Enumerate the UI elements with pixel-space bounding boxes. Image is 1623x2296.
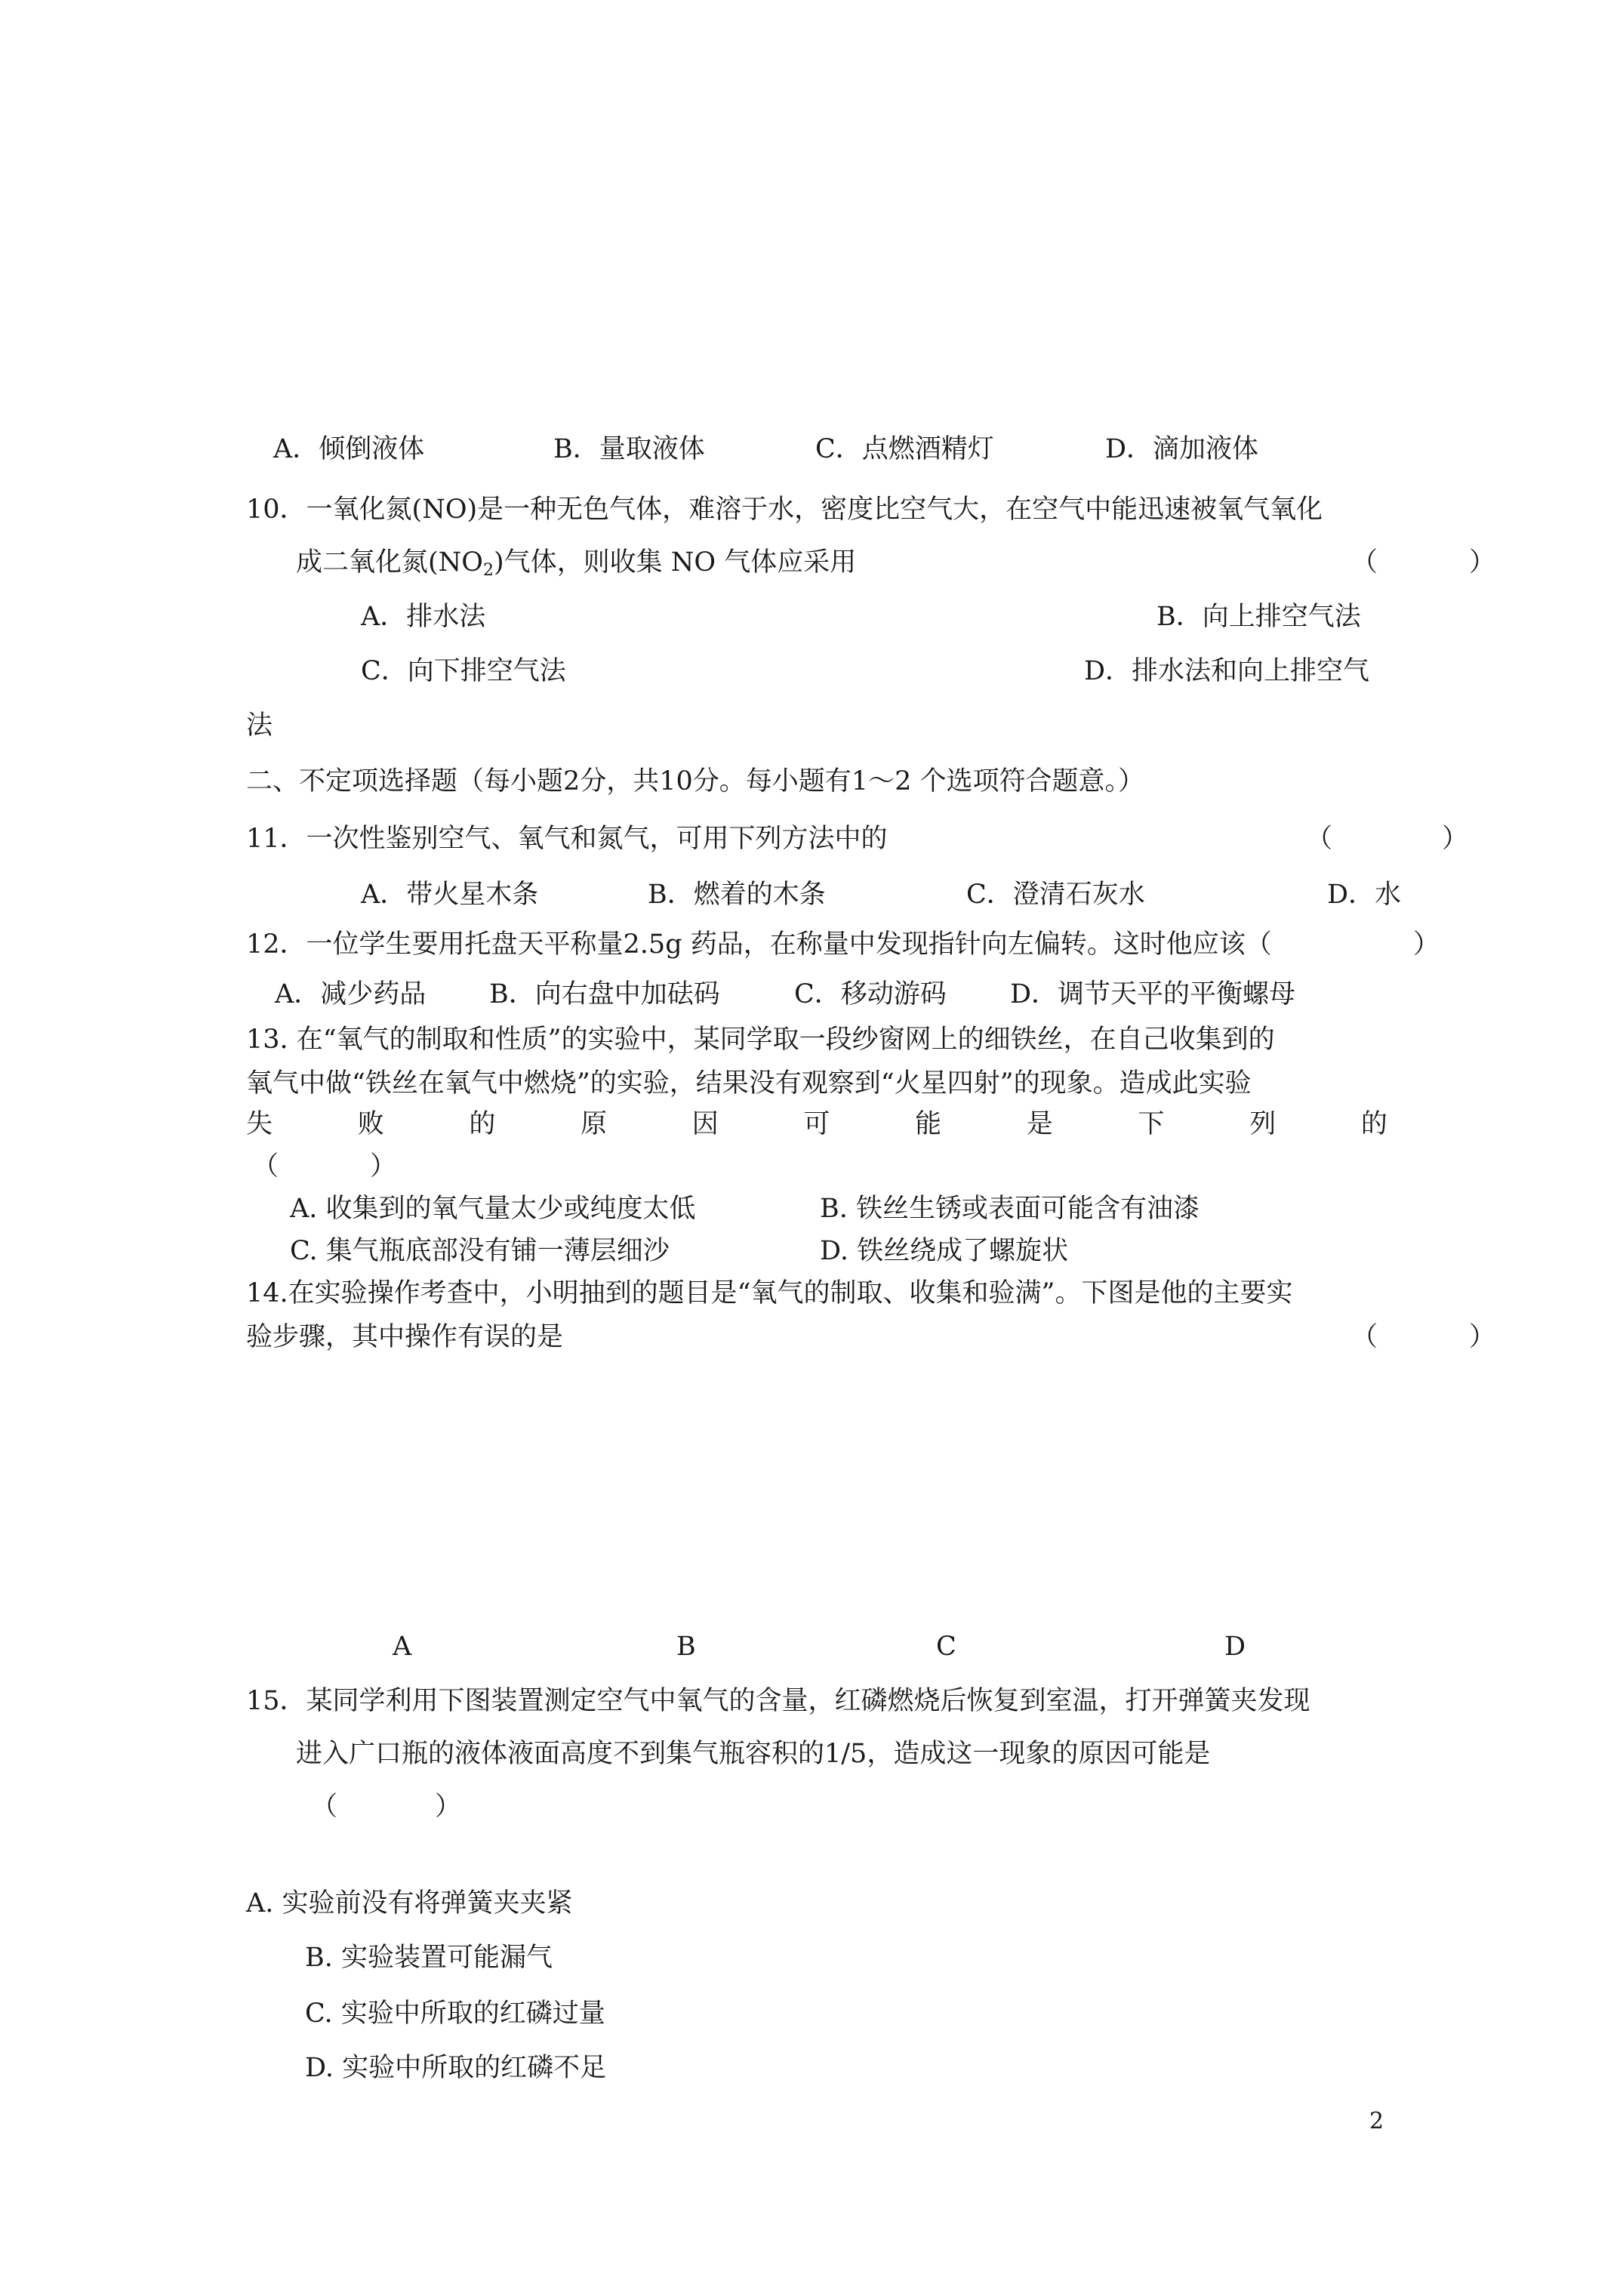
q10-option-d: D．排水法和向上排空气: [1084, 656, 1370, 686]
q10-option-c: C．向下排空气法: [361, 656, 566, 686]
q12-option-a: A．减少药品: [275, 979, 427, 1009]
q9-option-d: D．滴加液体: [1105, 434, 1259, 464]
q11-option-b: B．燃着的木条: [648, 880, 826, 910]
q10-stem-line2: 成二氧化氮$(NO_2)$气体，则收集 NO 气体应采用: [296, 547, 857, 580]
q13-option-a: A. 收集到的氧气量太少或纯度太低: [290, 1194, 696, 1224]
q14-figure-label-a: A: [393, 1632, 412, 1662]
q13-answer-paren-close: ）: [370, 1151, 397, 1182]
q13-option-d: D. 铁丝绕成了螺旋状: [820, 1236, 1069, 1266]
q14-answer-paren-close: ）: [1469, 1322, 1496, 1352]
q13-line3-char: 列: [1249, 1109, 1277, 1139]
q14-stem-line1: 14.在实验操作考查中，小明抽到的题目是“氧气的制取、收集和验满”。下图是他的主要实: [246, 1278, 1293, 1308]
q11-answer-paren-close: ）: [1442, 824, 1469, 854]
q13-line3-char: 的: [469, 1109, 496, 1139]
q13-option-b: B. 铁丝生锈或表面可能含有油漆: [820, 1194, 1200, 1224]
q13-line3-char: 可: [803, 1109, 830, 1139]
section-heading: 二、不定项选择题（每小题2分，共10分。每小题有1～2 个选项符合题意。）: [246, 766, 1144, 797]
q10-answer-paren-open: （: [1351, 547, 1378, 578]
q15-option-c: C. 实验中所取的红磷过量: [305, 1999, 605, 2029]
q15-stem-line2: 进入广口瓶的液体液面高度不到集气瓶容积的1/5，造成这一现象的原因可能是: [296, 1739, 1211, 1769]
q14-answer-paren-open: （: [1351, 1322, 1378, 1352]
q13-line3-char: 的: [1360, 1109, 1387, 1139]
q12-option-c: C．移动游码: [794, 979, 947, 1009]
q10-stem-line1: 10．一氧化氮(NO)是一种无色气体，难溶于水，密度比空气大，在空气中能迅速被氧气氧化: [246, 495, 1323, 525]
q13-stem-line2: 氧气中做“铁丝在氧气中燃烧”的实验，结果没有观察到“火星四射”的现象。造成此实验: [246, 1068, 1252, 1099]
q15-answer-paren-open: （: [311, 1792, 338, 1822]
q10-option-d-overflow: 法: [246, 710, 273, 741]
q13-stem-line1: 13. 在“氧气的制取和性质”的实验中，某同学取一段纱窗网上的细铁丝，在自己收集到的: [246, 1025, 1275, 1055]
q12-stem: 12．一位学生要用托盘天平称量2.5g 药品，在称量中发现指针向左偏转。这时他应该（: [246, 929, 1272, 960]
q14-figure-label-c: C: [936, 1632, 956, 1662]
q14-stem-line2: 验步骤，其中操作有误的是: [246, 1322, 564, 1352]
q12-answer-paren-close: ）: [1413, 929, 1440, 960]
q13-line3-char: 是: [1026, 1109, 1053, 1139]
q13-line3-char: 下: [1138, 1109, 1165, 1139]
q10-option-a: A．排水法: [361, 602, 486, 632]
q11-stem: 11．一次性鉴别空气、氧气和氮气，可用下列方法中的: [246, 824, 888, 854]
q11-option-d: D．水: [1327, 880, 1402, 910]
q11-option-c: C．澄清石灰水: [966, 880, 1145, 910]
q15-answer-paren-close: ）: [435, 1792, 462, 1822]
q13-line3-char: 原: [581, 1109, 608, 1139]
q12-option-b: B．向右盘中加砝码: [489, 979, 720, 1009]
q9-option-b: B．量取液体: [553, 434, 705, 464]
q9-option-c: C．点燃酒精灯: [815, 434, 994, 464]
q11-answer-paren-open: （: [1306, 824, 1333, 854]
q10-option-b: B．向上排空气法: [1156, 602, 1361, 632]
q14-figure-label-b: B: [676, 1632, 696, 1662]
q15-option-d: D. 实验中所取的红磷不足: [305, 2053, 607, 2083]
q13-line3-char: 失: [246, 1109, 273, 1139]
page-number: 2: [1369, 2108, 1384, 2134]
q10-answer-paren-close: ）: [1469, 547, 1496, 578]
q15-stem-line1: 15．某同学利用下图装置测定空气中氧气的含量，红磷燃烧后恢复到室温，打开弹簧夹发现: [246, 1686, 1310, 1716]
q15-option-a: A. 实验前没有将弹簧夹夹紧: [246, 1888, 573, 1918]
q14-figure-label-d: D: [1224, 1632, 1246, 1662]
q12-option-d: D．调节天平的平衡螺母: [1010, 979, 1296, 1009]
q13-stem-line3: [246, 1111, 1387, 1139]
q9-option-a: A．倾倒液体: [273, 434, 425, 464]
q15-option-b: B. 实验装置可能漏气: [305, 1943, 553, 1973]
q13-line3-char: 因: [691, 1109, 719, 1139]
q13-line3-char: 能: [915, 1109, 942, 1139]
q13-option-c: C. 集气瓶底部没有铺一薄层细沙: [290, 1236, 670, 1266]
q13-answer-paren-open: （: [252, 1151, 279, 1182]
q11-option-a: A．带火星木条: [361, 880, 539, 910]
q13-line3-char: 败: [357, 1109, 384, 1139]
